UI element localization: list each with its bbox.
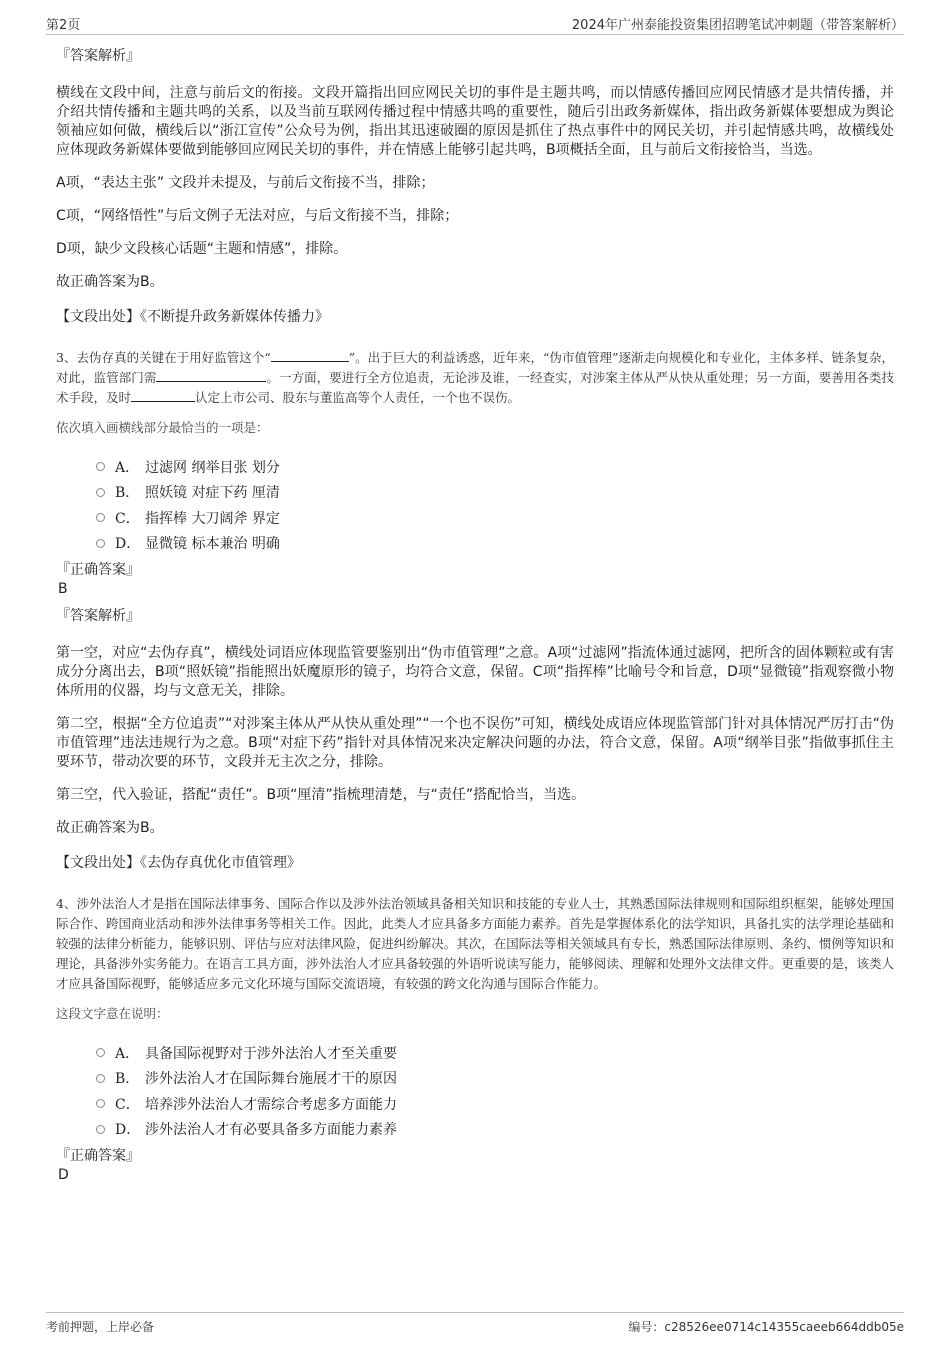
option-b[interactable]: B． 涉外法治人才在国际舞台施展才干的原因 — [96, 1066, 894, 1092]
option-a[interactable]: A． 具备国际视野对于涉外法治人才至关重要 — [96, 1040, 894, 1066]
question-3-prompt: 依次填入画横线部分最恰当的一项是： — [56, 420, 269, 435]
analysis-paragraph: 第三空，代入验证，搭配“责任”。B项“厘清”指梳理清楚，与“责任”搭配恰当，当选。 — [56, 787, 586, 803]
page-header — [46, 12, 904, 35]
analysis-label: 『答案解析』 — [56, 608, 140, 624]
analysis-paragraph: D项，缺少文段核心话题“主题和情感”，排除。 — [56, 241, 348, 257]
radio-icon[interactable] — [96, 1099, 105, 1108]
question-4-options — [96, 1040, 894, 1142]
analysis-paragraph: 第二空，根据“全方位追责”“对涉案主体从严从快从重处理”“一个也不误伤”可知，横线处成语应体现监管部门针对具体情况严厉打击“伪市值管理”违法违规行为之意。B项“对症下药”指针对具体情况来决定解决问题的办法，符合文意，保留。A项“纲举目张”指做事抓住主要环节，带动次要的环节，文段并无主次之分，排除。 — [56, 716, 894, 770]
blank-1 — [271, 349, 349, 362]
analysis-conclusion: 故正确答案为B。 — [56, 820, 164, 836]
document-title: 2024年广州泰能投资集团招聘笔试冲刺题（带答案解析） — [571, 18, 904, 33]
option-c[interactable]: C． 指挥棒 大刀阔斧 界定 — [96, 505, 894, 531]
analysis-paragraph: A项，“表达主张” 文段并未提及，与前后文衔接不当，排除； — [56, 175, 435, 191]
option-d[interactable]: D． 显微镜 标本兼治 明确 — [96, 531, 894, 557]
option-d[interactable]: D． 涉外法治人才有必要具备多方面能力素养 — [96, 1117, 894, 1143]
option-a[interactable]: A． 过滤网 纲举目张 划分 — [96, 454, 894, 480]
analysis-paragraph: 第一空，对应“去伪存真”，横线处词语应体现监管要鉴别出“伪市值管理”之意。A项“过滤网”指流体通过滤网，把所含的固体颗粒或有害成分分离出去，B项“照妖镜”指能照出妖魔原形的镜子，均符合文意，保留。C项“指挥棒”比喻号令和旨意，D项“显微镜”指观察微小物体所用的仪器，均与文意无关，排除。 — [56, 645, 894, 699]
page-number: 第2页 — [46, 18, 81, 33]
radio-icon[interactable] — [96, 539, 105, 548]
option-c[interactable]: C． 培养涉外法治人才需综合考虑多方面能力 — [96, 1091, 894, 1117]
radio-icon[interactable] — [96, 462, 105, 471]
document-id: 编号：c28526ee0714c14355caeeb664ddb05e — [628, 1320, 904, 1334]
question-4-text: 4、涉外法治人才是指在国际法律事务、国际合作以及涉外法治领域具备相关知识和技能的专业人士，其熟悉国际法律规则和国际组织框架，能够处理国际合作、跨国商业活动和涉外法律事务等相关工作。因此，此类人才应具备多方面能力素养。首先是掌握体系化的法学知识，具备扎实的法学理论基础和较强的法律分析能力，能够识别、评估与应对法律风险，促进纠纷解决。其次，在国际法等相关领域具有专长，熟悉国际法律原则、条约、惯例等知识和理论，具备涉外实务能力。在语言工具方面，涉外法治人才应具备较强的外语听说读写能力，能够阅读、理解和处理外文法律文件。更重要的是，该类人才应具备国际视野，能够适应多元文化环境与国际交流语境，有较强的跨文化沟通与国际合作能力。 — [56, 896, 894, 991]
analysis-paragraph: 横线在文段中间，注意与前后文的衔接。文段开篇指出回应网民关切的事件是主题共鸣，而以情感传播回应网民情感才是共情传播，并介绍共情传播和主题共鸣的关系，以及当前互联网传播过程中情感共鸣的重要性，随后引出政务新媒体，指出政务新媒体要想成为舆论领袖应如何做，横线后以“浙江宣传”公众号为例，指出其迅速破圈的原因是抓住了热点事件中的网民关切，并引起情感共鸣，故横线处应体现政务新媒体要做到能够回应网民关切的事件，并在情感上能够引起共鸣，B项概括全面，且与前后文衔接恰当，当选。 — [56, 85, 894, 158]
footer-slogan: 考前押题，上岸必备 — [46, 1320, 155, 1334]
analysis-conclusion: 故正确答案为B。 — [56, 274, 164, 290]
question-3-text: 3、去伪存真的关键在于用好监管这个“ ”。出于巨大的利益诱惑，近年来，“伪市值管理”逐渐走向规模化和专业化，主体多样、链条复杂，对此，监管部门需 。一方面，要进行全方位追责，无论涉及谁，一经查实，对涉案主体从严从快从重处理；另一方面，要善用各类技术手段，及时 认定上市公司、股东与董监高等个人责任，一个也不误伤。 — [56, 350, 894, 405]
blank-2 — [156, 369, 266, 382]
option-b[interactable]: B． 照妖镜 对症下药 厘清 — [96, 480, 894, 506]
page-footer — [46, 1312, 904, 1334]
correct-answer: B — [58, 581, 68, 597]
correct-answer: D — [58, 1167, 69, 1183]
analysis-label: 『答案解析』 — [56, 48, 140, 64]
radio-icon[interactable] — [96, 513, 105, 522]
correct-answer-label: 『正确答案』 — [56, 562, 140, 578]
correct-answer-label: 『正确答案』 — [56, 1148, 140, 1164]
question-3-options — [96, 454, 894, 556]
radio-icon[interactable] — [96, 1074, 105, 1083]
source-citation: 【文段出处】《去伪存真优化市值管理》 — [56, 855, 301, 871]
page-content — [56, 44, 894, 1192]
radio-icon[interactable] — [96, 1048, 105, 1057]
blank-3 — [131, 389, 195, 402]
radio-icon[interactable] — [96, 488, 105, 497]
question-4-prompt: 这段文字意在说明： — [56, 1006, 169, 1021]
radio-icon[interactable] — [96, 1125, 105, 1134]
analysis-paragraph: C项，“网络悟性”与后文例子无法对应，与后文衔接不当，排除； — [56, 208, 459, 224]
source-citation: 【文段出处】《不断提升政务新媒体传播力》 — [56, 309, 329, 325]
